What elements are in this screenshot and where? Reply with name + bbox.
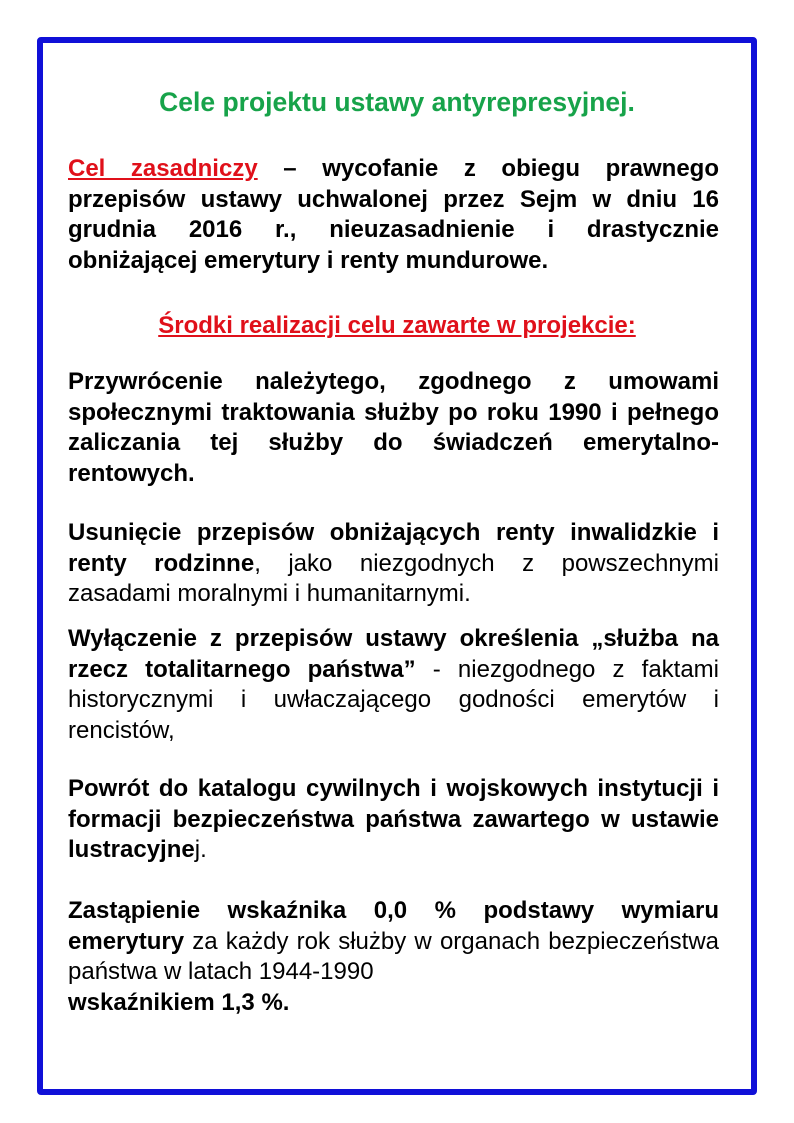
means-item-text: za każdy rok służby w organach bezpieczeństwa państwa w latach 1944-1990: [68, 927, 719, 985]
means-item: [68, 367, 719, 489]
main-goal-text: – wycofanie z obiegu prawnego przepisów ustawy uchwalonej przez Sejm w dniu 16 grudnia 2016 r., nieuzasadnienie i drastycznie obniżającej emerytury i renty mundurowe.: [68, 155, 719, 274]
means-item: [68, 624, 719, 746]
means-heading: Środki realizacji celu zawarte w projekcie:: [158, 312, 636, 339]
main-goal-label: Cel zasadniczy: [68, 155, 258, 182]
means-item-text: , jako niezgodnych z powszechnymi zasadami moralnymi i humanitarnymi.: [68, 549, 720, 607]
main-goal-paragraph: [68, 154, 719, 276]
means-item-text: j.: [194, 836, 207, 863]
means-item-bold-end: wskaźnikiem 1,3 %.: [68, 988, 290, 1016]
page-title: Cele projektu ustawy antyrepresyjnej.: [159, 87, 635, 117]
means-item-bold: Powrót do katalogu cywilnych i wojskowych instytucji i formacji bezpieczeństwa państwa zawartego w ustawie lustracyjne: [68, 775, 719, 863]
means-item-bold: Wyłączenie z przepisów ustawy określenia „służba na rzecz totalitarnego państwa”: [68, 625, 719, 683]
means-item: [68, 896, 719, 1018]
means-item-bold: Usunięcie przepisów obniżających renty inwalidzkie i renty rodzinne: [68, 519, 719, 577]
means-item-bold: Zastąpienie wskaźnika 0,0 % podstawy wymiaru emerytury: [68, 897, 719, 955]
means-item: [68, 518, 719, 610]
means-item-text: - niezgodnego z faktami historycznymi i uwłaczającego godności emerytów i rencistów,: [68, 655, 720, 744]
means-item: [68, 774, 719, 866]
means-item-bold: Przywrócenie należytego, zgodnego z umowami społecznymi traktowania służby po roku 1990 i pełnego zaliczania tej służby do świadczeń emerytalno-rentowych.: [68, 368, 719, 487]
